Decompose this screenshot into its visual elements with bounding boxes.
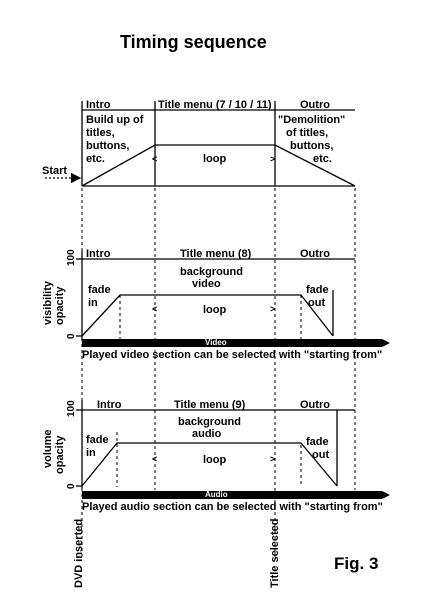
diagram2-background-2: video xyxy=(192,278,221,290)
diagram2-fade-out-1: fade xyxy=(306,284,329,296)
page-title: Timing sequence xyxy=(120,32,267,52)
diagram2-background-1: background xyxy=(180,266,243,278)
diagram3-fade-out-2: out xyxy=(312,449,330,461)
video-bar-label: Video xyxy=(205,338,227,347)
diagram2-y-label-visibility: visibility xyxy=(42,280,54,325)
start-label: Start xyxy=(42,165,68,177)
loop-chevron-right: > xyxy=(270,154,276,164)
diagram3-fade-in-2: in xyxy=(86,447,96,459)
diagram1-loop-label: loop xyxy=(203,153,227,165)
audio-caption: Played audio section can be selected with "starting from" xyxy=(82,501,383,513)
buildup-line-4: etc. xyxy=(86,153,105,165)
diagram2-intro-label: Intro xyxy=(86,248,111,260)
diagram3-intro-label: Intro xyxy=(97,399,122,411)
audio-timeline-bar xyxy=(82,491,390,499)
diagram3-y-max: 100 xyxy=(66,400,77,417)
figure-label: Fig. 3 xyxy=(334,554,379,573)
diagram2-y-min: 0 xyxy=(66,333,77,339)
diagram1-intro-label: Intro xyxy=(86,99,111,111)
diagram1-title-menu-label: Title menu (7 / 10 / 11) xyxy=(158,99,272,111)
diagram2-fade-in-1: fade xyxy=(88,284,111,296)
diagram1-outro-label: Outro xyxy=(300,99,330,111)
demolition-line-3: buttons, xyxy=(290,140,334,152)
diagram3-loop-label: loop xyxy=(203,454,227,466)
diagram2-title-menu-label: Title menu (8) xyxy=(180,248,252,260)
diagram2-fade-out-2: out xyxy=(308,297,326,309)
dvd-inserted-label: DVD inserted xyxy=(73,518,85,588)
demolition-line-4: etc. xyxy=(313,153,332,165)
diagram2-y-label-opacity: opacity xyxy=(54,286,66,325)
diagram2-y-max: 100 xyxy=(66,249,77,266)
demolition-line-1: "Demolition" xyxy=(278,114,346,126)
loop-chevron-left: < xyxy=(152,154,158,164)
diagram2-fade-in-2: in xyxy=(88,297,98,309)
diagram3-y-label-volume: volume xyxy=(42,429,54,468)
diagram3-y-label-opacity: opacity xyxy=(54,435,66,474)
diagram2-loop-label: loop xyxy=(203,304,227,316)
diagram3-fade-in-1: fade xyxy=(86,434,109,446)
loop-chevron-left: < xyxy=(152,304,158,314)
diagram3-background-2: audio xyxy=(192,428,222,440)
diagram3-title-menu-label: Title menu (9) xyxy=(174,399,246,411)
diagram3-fade-out-1: fade xyxy=(306,436,329,448)
video-timeline-bar xyxy=(82,339,390,347)
buildup-line-1: Build up of xyxy=(86,114,144,126)
buildup-line-3: buttons, xyxy=(86,140,130,152)
diagram3-background-1: background xyxy=(178,416,241,428)
loop-chevron-right: > xyxy=(270,454,276,464)
buildup-line-2: titles, xyxy=(86,127,115,139)
demolition-line-2: of titles, xyxy=(286,127,329,139)
diagram2-outro-label: Outro xyxy=(300,248,330,260)
loop-chevron-right: > xyxy=(270,304,276,314)
diagram3-y-min: 0 xyxy=(66,483,77,489)
audio-bar-label: Audio xyxy=(205,490,228,499)
diagram3-outro-label: Outro xyxy=(300,399,330,411)
video-caption: Played video section can be selected with "starting from" xyxy=(82,349,383,361)
title-selected-label: Title selected xyxy=(269,518,281,588)
loop-chevron-left: < xyxy=(152,454,158,464)
